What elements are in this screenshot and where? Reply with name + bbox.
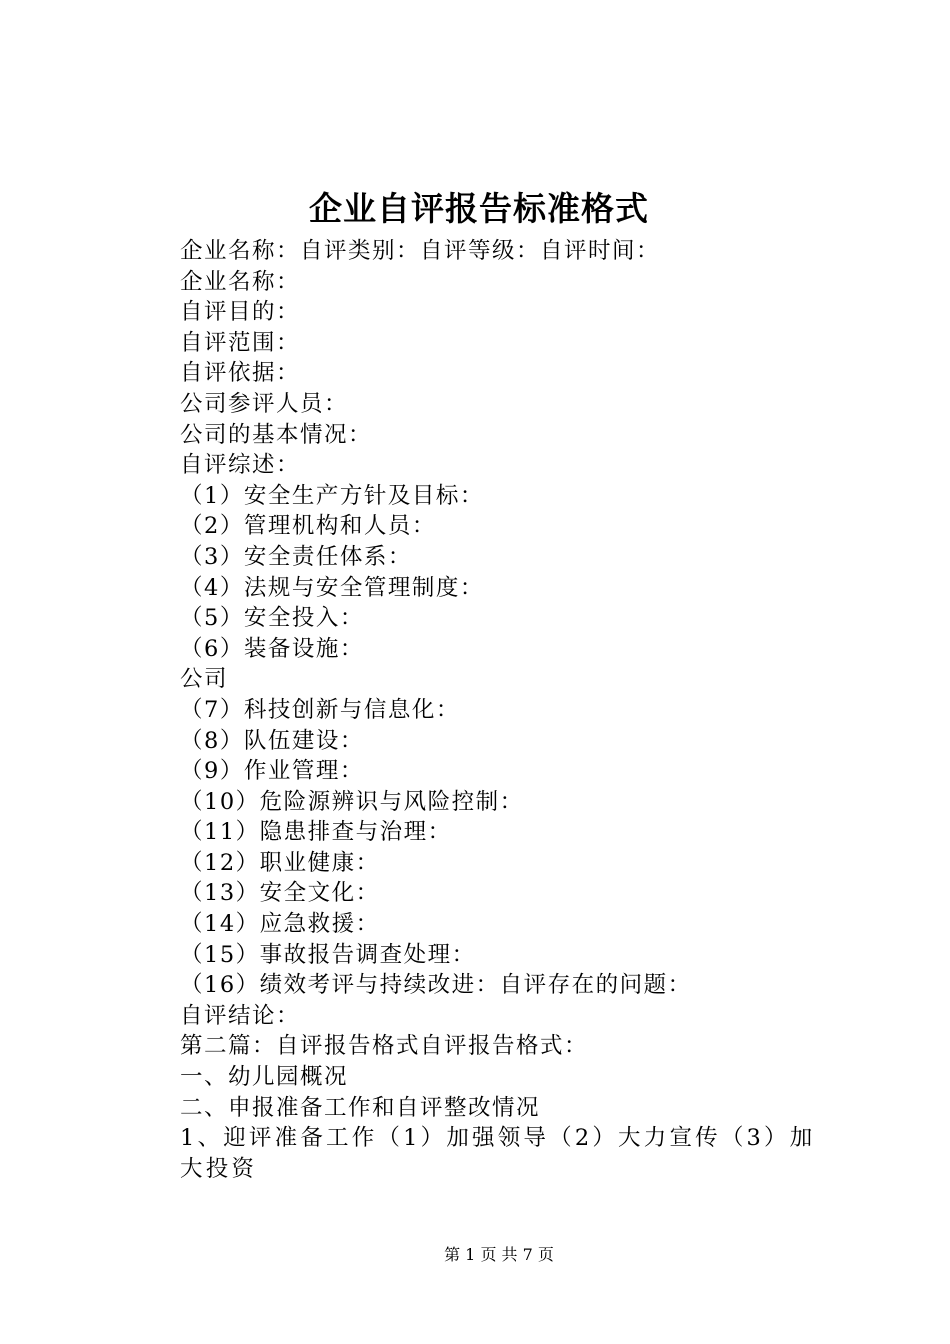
body-line: 公司 [180,666,229,693]
body-line: （11）隐患排查与治理： [180,819,452,846]
body-line: 公司参评人员： [180,390,349,417]
body-line: （6）装备设施： [180,635,364,662]
body-line: （12）职业健康： [180,849,380,876]
body-line: 自评范围： [180,329,301,356]
body-line: （13）安全文化： [180,880,380,907]
body-line: （7）科技创新与信息化： [180,696,460,723]
body-line: （8）队伍建设： [180,727,364,754]
body-line: （14）应急救援： [180,911,380,938]
body-line: 自评综述： [180,452,301,479]
body-line: 企业名称： [180,268,301,295]
body-line: 公司的基本情况： [180,421,373,448]
document-title: 企业自评报告标准格式 [309,189,649,228]
body-line: 自评目的： [180,299,301,326]
body-line: （2）管理机构和人员： [180,513,436,540]
body-paragraph: 1、迎评准备工作（1）加强领导（2）大力宣传（3）加大投资 [180,1125,816,1182]
body-line: （3）安全责任体系： [180,543,412,570]
body-line: 第二篇：自评报告格式自评报告格式： [180,1033,589,1060]
body-line: 企业名称：自评类别：自评等级：自评时间： [180,238,661,264]
body-line: 自评结论： [180,1002,301,1029]
body-line: （15）事故报告调查处理： [180,941,476,968]
body-line: （1）安全生产方针及目标： [180,482,484,509]
body-line: （4）法规与安全管理制度： [180,574,484,601]
body-line: 二、申报准备工作和自评整改情况 [180,1094,541,1121]
body-line: 自评依据： [180,360,301,387]
page-footer: 第 1 页 共 7 页 [444,1245,554,1264]
body-line: （9）作业管理： [180,758,364,785]
body-line: （16）绩效考评与持续改进：自评存在的问题： [180,972,692,999]
body-line: 一、幼儿园概况 [180,1064,349,1091]
document-body [130,236,830,1184]
body-line: （5）安全投入： [180,605,364,632]
body-line: （10）危险源辨识与风险控制： [180,788,524,815]
